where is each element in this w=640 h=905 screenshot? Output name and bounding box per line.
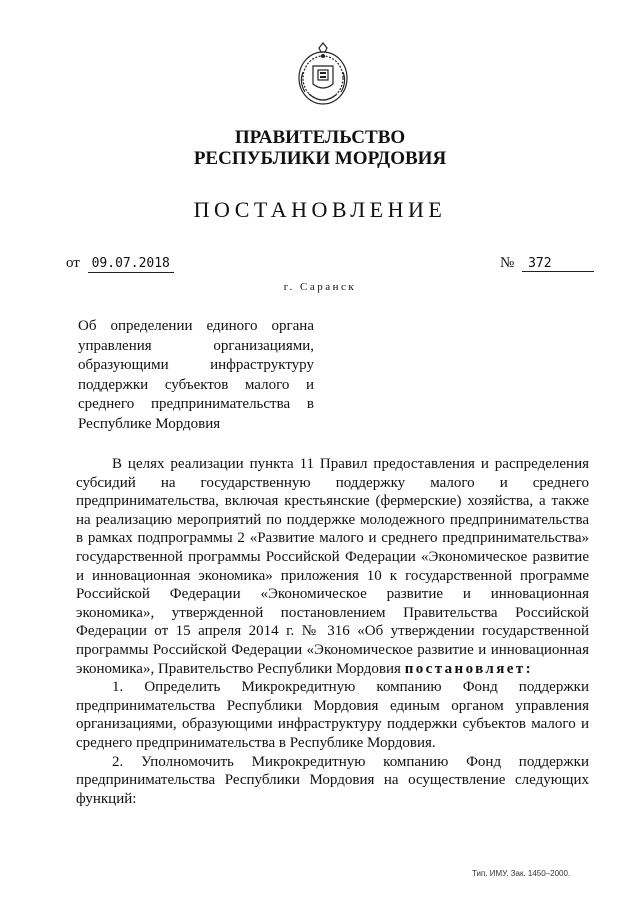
number-prefix: № — [500, 255, 515, 271]
number-row — [500, 255, 594, 272]
item-2-paragraph: 2. Уполномочить Микрокредитную компанию Фонд поддержки предпринимательства Республики Мордовия на осуществление следующих функций: — [76, 753, 589, 807]
print-footer: Тип. ИМУ. Зак. 1450–2000. — [472, 869, 571, 878]
item-1-paragraph: 1. Определить Микрокредитную компанию Фонд поддержки предпринимательства Республики Мордовия единым органом управления организациями, образующими инфраструктуру поддержки субъектов малого и среднего предпринимательства в Республике Мордовия. — [76, 679, 589, 751]
number-value: 372 — [522, 256, 594, 272]
document-body — [76, 455, 589, 808]
city: г. Саранск — [283, 281, 357, 293]
date-prefix: от — [66, 255, 80, 271]
government-title-line1: ПРАВИТЕЛЬСТВО — [234, 127, 406, 148]
government-title-line2: РЕСПУБЛИКИ МОРДОВИЯ — [193, 148, 447, 169]
resolves-word: постановляет: — [404, 660, 533, 677]
coat-of-arms-icon — [295, 42, 351, 108]
intro-text: В целях реализации пункта 11 Правил предоставления и распределения субсидий на государственную поддержку малого и среднего предпринимательства, включая крестьянские (фермерские) хозяйства, а также на реализацию мероприятий по поддержке молодежного предпринимательства в рамках подпрограммы 2 «Развитие малого и среднего предпринимательства» государственной программы Российской Федерации «Экономическое развитие и инновационная экономика» приложения 10 к государственной программе Российской Федерации «Экономическое развитие и инновационная экономика», утвержденной постановлением Правительства Российской Федерации от 15 апреля 2014 г. № 316 «Об утверждении государственной программы Российской Федерации «Экономическое развитие и инновационная экономика», Правительство Республики Мордовия — [76, 456, 589, 677]
date-row — [66, 255, 174, 273]
document-title: Об определении единого органа управления организациями, образующими инфраструктуру поддержки субъектов малого и среднего предпринимательства в Республике Мордовия — [78, 318, 314, 432]
date-value: 09.07.2018 — [88, 256, 174, 273]
intro-paragraph — [76, 455, 589, 678]
document-type: ПОСТАНОВЛЕНИЕ — [193, 197, 447, 222]
